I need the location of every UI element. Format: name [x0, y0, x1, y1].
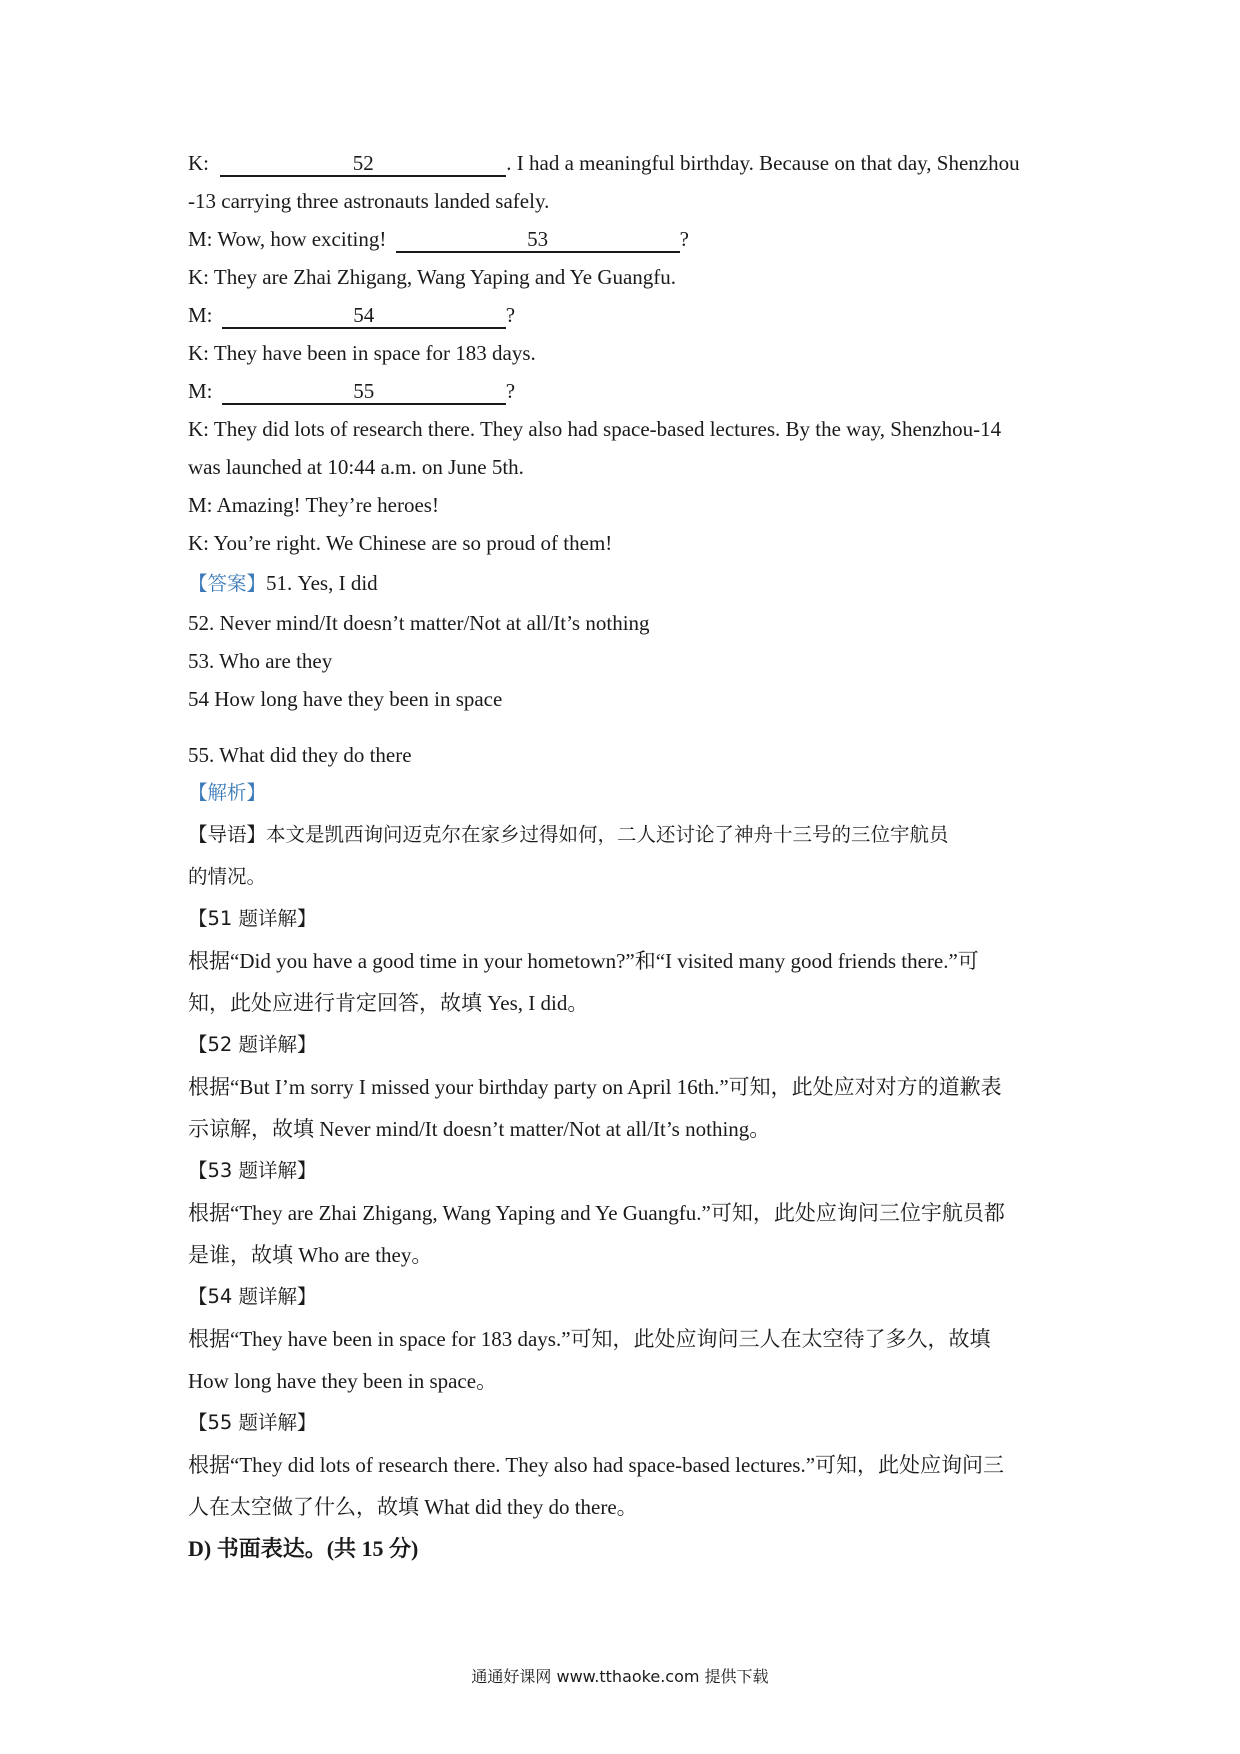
- dialogue-line: K: They have been in space for 183 days.: [188, 341, 536, 365]
- section-d-heading: D) 书面表达。(共 15 分): [188, 1536, 419, 1561]
- q53-text: 根据“They are Zhai Zhigang, Wang Yaping and Ye Guangfu.”可知，此处应询问三位宇航员都: [188, 1201, 1005, 1225]
- q54-title: 【54 题详解】: [188, 1285, 317, 1308]
- dialogue-text: M: Wow, how exciting!: [188, 227, 387, 251]
- analysis-tag: 【解析】: [188, 781, 267, 804]
- speaker-label: K:: [188, 151, 209, 175]
- q52-text: 示谅解，故填 Never mind/It doesn’t matter/Not at all/It’s nothing。: [188, 1117, 771, 1141]
- dialogue-line-53: [188, 226, 689, 253]
- dialogue-line: was launched at 10:44 a.m. on June 5th.: [188, 455, 524, 479]
- dialogue-line-54: [188, 302, 515, 329]
- answer-line-53: 53. Who are they: [188, 649, 333, 673]
- q55-text: 人在太空做了什么，故填 What did they do there。: [188, 1495, 638, 1519]
- dialogue-text: ?: [679, 227, 689, 251]
- q51-text: 根据“Did you have a good time in your hometown?”和“I visited many good friends there.”可: [188, 949, 979, 973]
- answer-blank-52[interactable]: 52: [220, 151, 506, 177]
- analysis-intro: 的情况。: [188, 865, 267, 888]
- dialogue-line: K: They did lots of research there. They also had space-based lectures. By the way, Shenzhou-14: [188, 417, 1002, 441]
- q53-title: 【53 题详解】: [188, 1159, 317, 1182]
- answer-blank-55[interactable]: 55: [222, 379, 506, 405]
- q51-text: 知，此处应进行肯定回答，故填 Yes, I did。: [188, 991, 589, 1015]
- answer-text: 51. Yes, I did: [266, 571, 378, 595]
- q52-text: 根据“But I’m sorry I missed your birthday party on April 16th.”可知，此处应对对方的道歉表: [188, 1075, 1002, 1099]
- dialogue-text: . I had a meaningful birthday. Because on that day, Shenzhou: [506, 151, 1020, 175]
- q53-text: 是谁，故填 Who are they。: [188, 1243, 433, 1267]
- speaker-label: M:: [188, 303, 213, 327]
- dialogue-line: M: Amazing! They’re heroes!: [188, 493, 439, 517]
- page-footer: 通通好课网 www.tthaoke.com 提供下载: [471, 1667, 769, 1686]
- q55-title: 【55 题详解】: [188, 1411, 317, 1434]
- q51-title: 【51 题详解】: [188, 907, 317, 930]
- analysis-intro: 【导语】本文是凯西询问迈克尔在家乡过得如何，二人还讨论了神舟十三号的三位宇航员: [188, 823, 949, 846]
- dialogue-line-52: [188, 150, 1020, 177]
- dialogue-text: ?: [505, 379, 516, 403]
- answer-blank-53[interactable]: 53: [396, 227, 680, 253]
- answer-tag: 【答案】: [188, 572, 267, 595]
- answer-line-54: 54 How long have they been in space: [188, 687, 503, 711]
- q55-text: 根据“They did lots of research there. They also had space-based lectures.”可知，此处应询问三: [188, 1453, 1005, 1477]
- dialogue-line: K: They are Zhai Zhigang, Wang Yaping and Ye Guangfu.: [188, 265, 677, 289]
- dialogue-text: ?: [505, 303, 516, 327]
- speaker-label: M:: [188, 379, 213, 403]
- dialogue-line: K: You’re right. We Chinese are so proud of them!: [188, 531, 613, 555]
- q54-text: 根据“They have been in space for 183 days.”可知，此处应询问三人在太空待了多久，故填: [188, 1327, 991, 1351]
- answer-line-51: [188, 570, 378, 597]
- q52-title: 【52 题详解】: [188, 1033, 317, 1056]
- answer-line-55: 55. What did they do there: [188, 743, 412, 767]
- answer-blank-54[interactable]: 54: [222, 303, 506, 329]
- dialogue-line-55: [188, 378, 515, 405]
- dialogue-line: -13 carrying three astronauts landed safely.: [188, 189, 550, 213]
- q54-text: How long have they been in space。: [188, 1369, 498, 1393]
- answer-line-52: 52. Never mind/It doesn’t matter/Not at all/It’s nothing: [188, 611, 650, 635]
